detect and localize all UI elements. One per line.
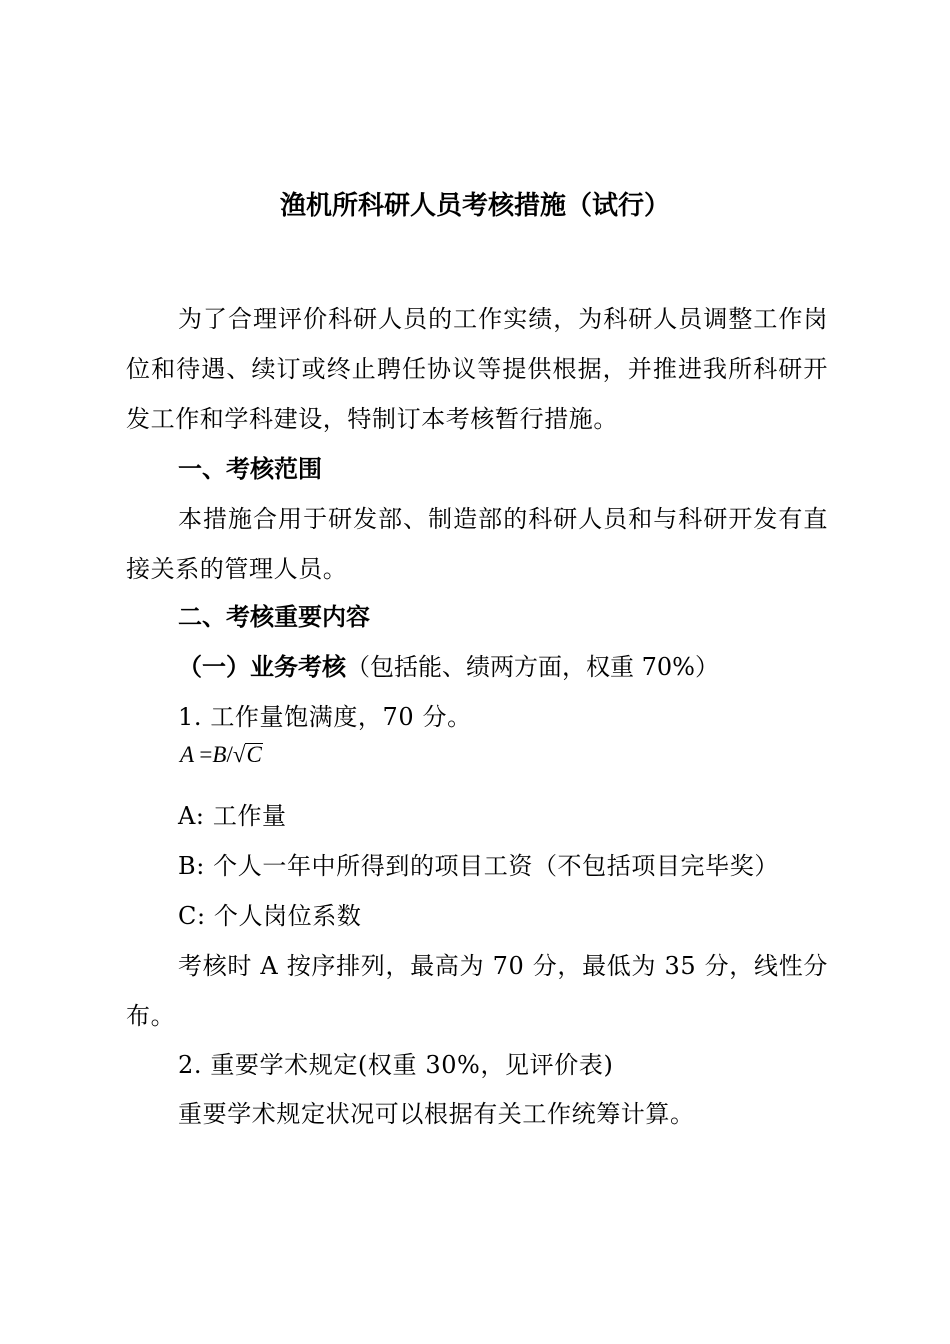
item-2-paragraph: 重要学术规定状况可以根据有关工作统筹计算。 — [178, 1100, 695, 1128]
sqrt-icon: √ — [232, 742, 246, 767]
ranking-paragraph: 考核时 A 按序排列，最高为 70 分，最低为 35 分，线性分布。 — [126, 952, 828, 1030]
formula-lhs: A — [180, 742, 194, 767]
definition-b: B: 个人一年中所得到的项目工资（不包括项目完毕奖） — [178, 852, 779, 880]
section-1-heading: 一、考核范围 — [178, 455, 322, 483]
definition-c: C: 个人岗位系数 — [178, 902, 362, 930]
subsection-1-title: （一）业务考核 — [178, 653, 346, 681]
formula-c: C — [246, 742, 262, 767]
subsection-1-heading — [178, 642, 719, 692]
formula-equals: = — [199, 742, 213, 767]
section-2-heading — [178, 592, 370, 642]
item-2-academic: 2. 重要学术规定(权重 30%，见评价表) — [178, 1051, 614, 1079]
workload-formula — [180, 738, 263, 772]
section-2-heading-text: 二、考核重要内容 — [178, 603, 370, 631]
section-1-paragraph: 本措施合用于研发部、制造部的科研人员和与科研开发有直接关系的管理人员。 — [126, 505, 828, 583]
definition-a: A: 工作量 — [178, 802, 287, 830]
subsection-1-note: （包括能、绩两方面，权重 70%） — [346, 653, 719, 681]
document-title: 渔机所科研人员考核措施（试行） — [279, 191, 670, 221]
intro-paragraph: 为了合理评价科研人员的工作实绩，为科研人员调整工作岗位和待遇、续订或终止聘任协议等提供根据，并推进我所科研开发工作和学科建设，特制订本考核暂行措施。 — [126, 305, 828, 433]
formula-sqrt — [233, 738, 263, 772]
formula-b: B — [212, 742, 227, 767]
formula-slash: / — [226, 742, 233, 767]
item-1-workload: 1. 工作量饱满度，70 分。 — [178, 703, 472, 731]
